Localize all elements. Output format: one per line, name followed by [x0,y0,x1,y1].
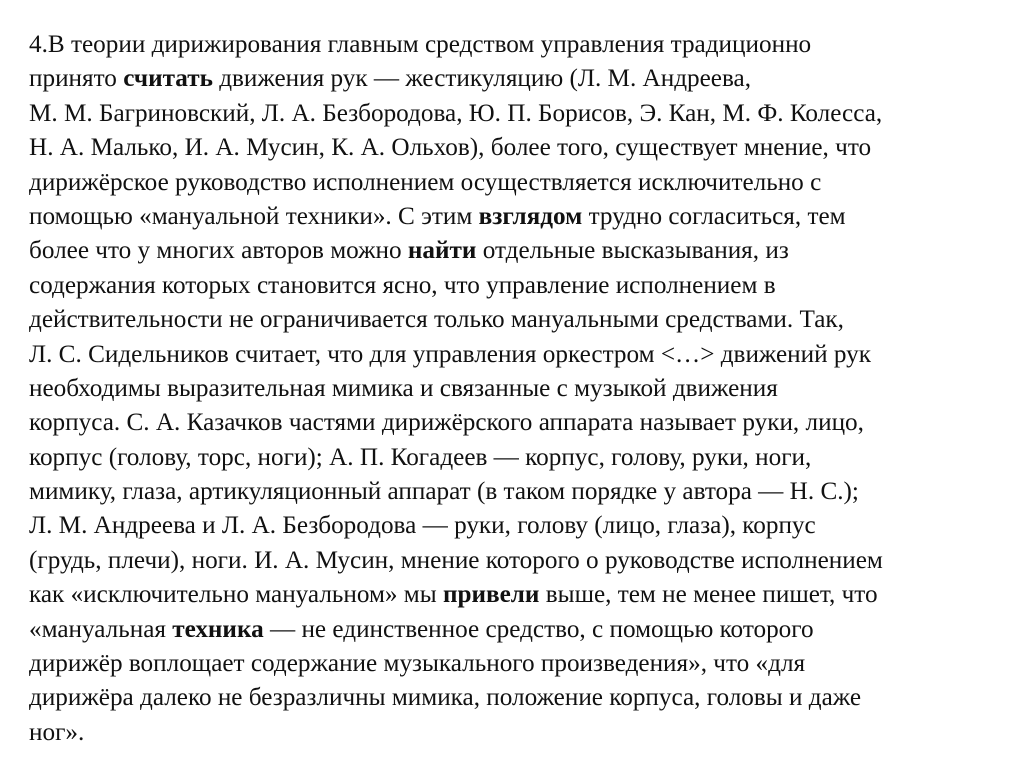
text-line [29,509,1004,543]
bold-word: найти [407,237,477,265]
text-line [29,475,1004,509]
text-run: мимику, глаза, артикуляционный аппарат (в таком порядке у автора — Н. С.); [29,478,859,506]
text-run: принято [29,65,124,93]
text-run: — не единственное средство, с помощью которого [263,615,814,643]
bold-word: взглядом [478,202,583,230]
text-run: Л. М. Андреева и Л. А. Безбородова — руки, голову (лицо, глаза), корпус [29,512,816,540]
text-run: дирижёра далеко не безразличны мимика, положение корпуса, головы и даже [29,684,862,712]
text-run: корпуса. С. А. Казачков частями дирижёрского аппарата называет руки, лицо, [29,409,864,437]
text-run: отдельные высказывания, из [476,237,789,265]
text-line [29,131,1004,165]
text-run: как «исключительно мануальном» мы [29,581,443,609]
text-run: более что у многих авторов можно [29,237,408,265]
text-run: действительности не ограничивается только мануальными средствами. Так, [29,306,844,334]
text-run: корпус (голову, торс, ноги); А. П. Когадеев — корпус, голову, руки, ноги, [29,443,812,471]
text-line [29,372,1004,406]
text-run: помощью «мануальной техники». С этим [29,202,479,230]
bold-word: считать [123,65,213,93]
text-run: выше, тем не менее пишет, что [539,581,878,609]
bold-word: привели [442,581,540,609]
text-line [29,200,1004,234]
text-line [29,234,1004,268]
text-line [29,681,1004,715]
text-line [29,406,1004,440]
text-run: движения рук — жестикуляцию (Л. М. Андреева, [212,65,752,93]
text-run: дирижёр воплощает содержание музыкального произведения», что «для [29,650,806,678]
text-run: Л. С. Сидельников считает, что для управления оркестром <…> движений рук [29,340,871,368]
text-line [29,166,1004,200]
text-run: М. М. Багриновский, Л. А. Безбородова, Ю. П. Борисов, Э. Кан, М. Ф. Колесса, [29,99,883,127]
text-line [29,716,1004,750]
paragraph-text [29,28,1004,750]
text-run: необходимы выразительная мимика и связанные с музыкой движения [29,374,778,402]
text-line [29,303,1004,337]
text-line [29,441,1004,475]
text-line [29,544,1004,578]
text-run: дирижёрское руководство исполнением осуществляется исключительно с [29,168,822,196]
text-run: «мануальная [29,615,173,643]
text-line [29,62,1004,96]
text-line [29,28,1004,62]
text-line [29,613,1004,647]
text-line [29,97,1004,131]
text-line [29,338,1004,372]
text-line [29,578,1004,612]
text-run: трудно согласиться, тем [582,202,846,230]
text-run: содержания которых становится ясно, что управление исполнением в [29,271,776,299]
text-line [29,269,1004,303]
text-run: ног». [29,718,85,746]
text-run: Н. А. Малько, И. А. Мусин, К. А. Ольхов), более того, существует мнение, что [29,134,872,162]
text-run: 4.В теории дирижирования главным средством управления традиционно [29,31,812,58]
text-run: (грудь, плечи), ноги. И. А. Мусин, мнение которого о руководстве исполнением [29,546,883,574]
bold-word: техника [172,615,264,643]
text-line [29,647,1004,681]
